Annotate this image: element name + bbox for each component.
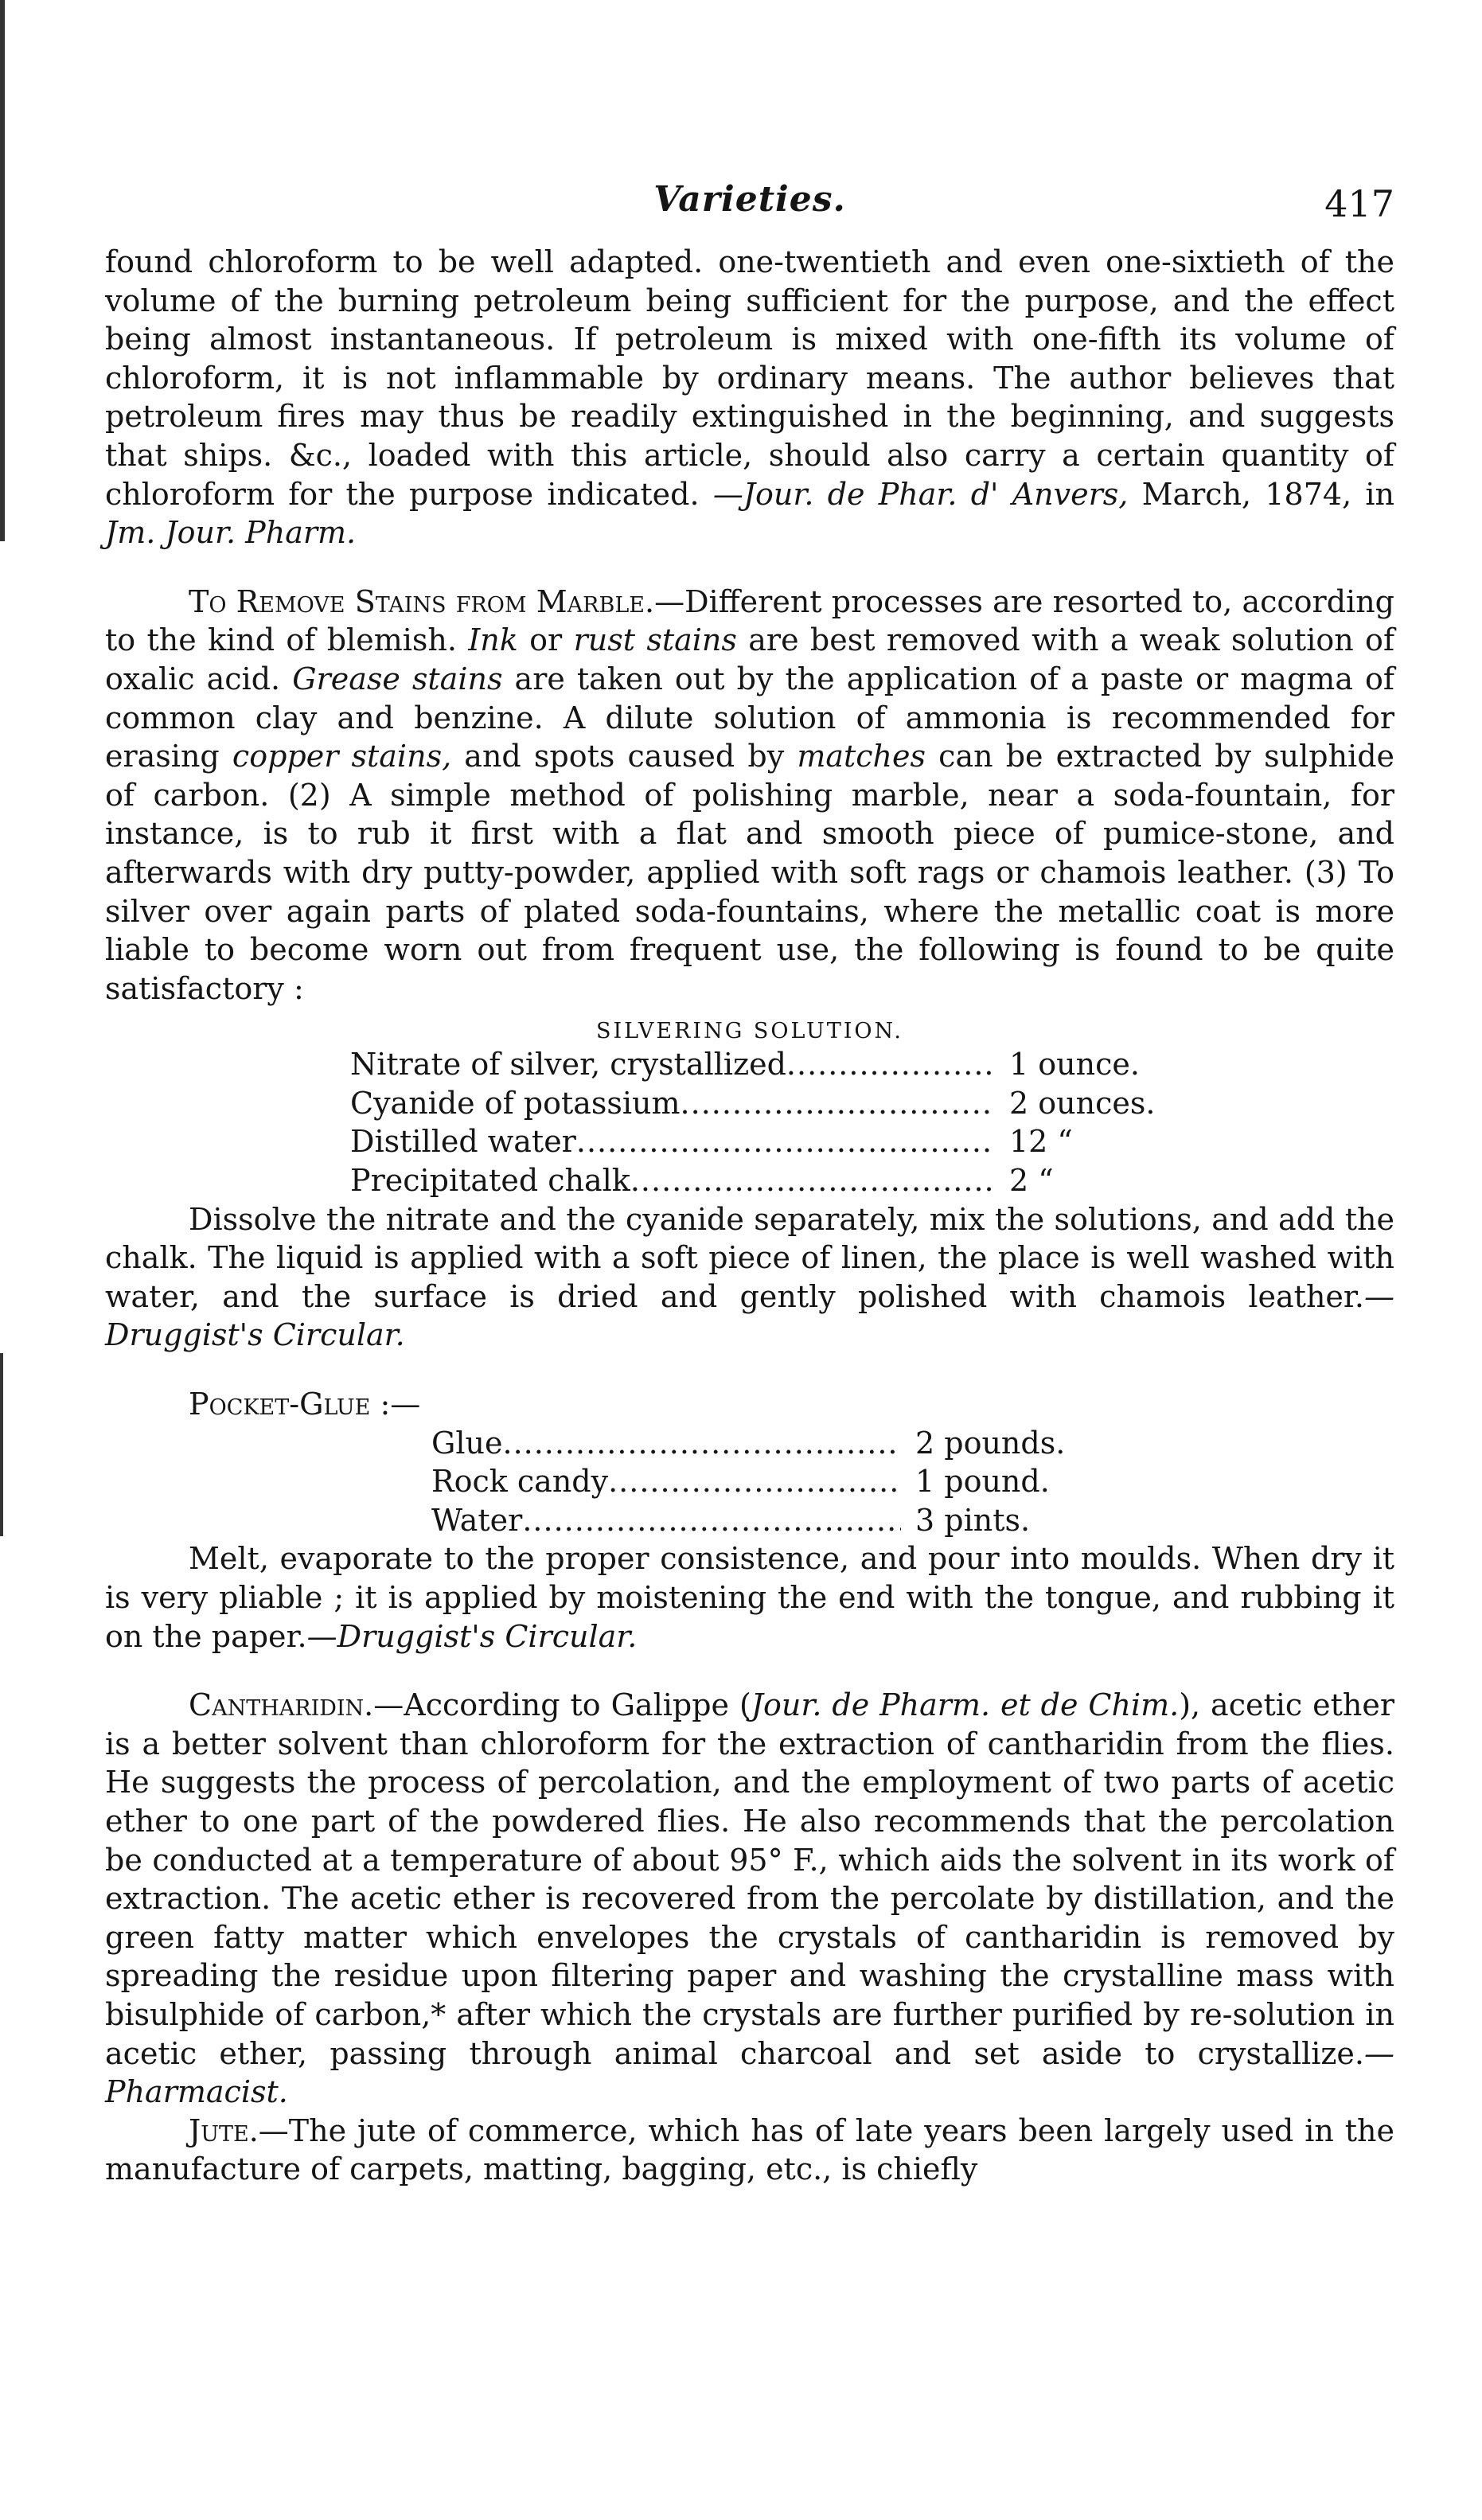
paragraph-glue: Melt, evaporate to the proper consistence, and pour into moulds. When dry it is very pliable ; it is applied by moistening the end with the tongue, and rubbing it on the paper.—Druggist's Circular. [105, 1541, 1394, 1654]
running-title: Varieties. [653, 179, 846, 220]
margin-scan-mark [0, 0, 5, 541]
recipe-amount: 1 pound. [915, 1464, 1050, 1500]
glue-recipe [431, 1424, 1394, 1540]
page [105, 179, 1394, 2189]
running-header [105, 179, 1394, 243]
recipe-item: Nitrate of silver, crystallized ..... [350, 1045, 995, 1084]
recipe-item: Glue ..... [431, 1424, 901, 1463]
page-number: 417 [1324, 182, 1394, 225]
recipe-amount: 2 pounds. [915, 1425, 1066, 1461]
recipe-amount: 2 ounces. [1009, 1085, 1156, 1121]
margin-scan-mark [0, 1353, 3, 1536]
recipe-item: Distilled water ..... [350, 1122, 995, 1161]
paragraph-dissolve: Dissolve the nitrate and the cyanide separately, mix the solutions, and add the chalk. The liquid is applied with a soft piece of linen, the place is well washed with water, and the surface is dried and gently polished with chamois leather.—Druggist's Circular. [105, 1201, 1394, 1353]
recipe-item: Water ..... [431, 1501, 901, 1540]
recipe-amount: 12 “ [1009, 1124, 1073, 1160]
recipe-item: Precipitated chalk ..... [350, 1161, 995, 1200]
section-heading: Jute. [189, 2112, 259, 2148]
recipe-item: Cyanide of potassium ..... [350, 1084, 995, 1123]
paragraph-jute: Jute.—The jute of commerce, which has of late years been largely used in the manufacture of carpets, matting, bagging, etc., is chiefly [105, 2112, 1394, 2187]
section-heading: Cantharidin. [189, 1687, 374, 1723]
recipe-amount: 1 ounce. [1009, 1047, 1140, 1083]
paragraph-cantharidin: Cantharidin.—According to Galippe (Jour. de Pharm. et de Chim.), acetic ether is a better solvent than chloroform for the extraction of cantharidin from the flies. He suggests the process of percolation, and the employment of two parts of acetic ether to one part of the powdered flies. He also recommends that the percolation be conducted at a temperature of about 95° F., which aids the solvent in its work of extraction. The acetic ether is recovered from the percolate by distillation, and the green fatty matter which envelopes the crystals of cantharidin is removed by spreading the residue upon filtering paper and washing the crystalline mass with bisulphide of carbon,* after which the crystals are further purified by re-solution in acetic ether, passing through animal charcoal and set aside to crystallize.—Pharmacist. [105, 1687, 1394, 2110]
recipe-title: SILVERING SOLUTION. [596, 1019, 903, 1044]
recipe-amount: 3 pints. [915, 1502, 1031, 1538]
section-heading: To Remove Stains from Marble. [189, 583, 655, 619]
paragraph-stains: To Remove Stains from Marble.—Different processes are resorted to, according to the kind of blemish. Ink or rust stains are best removed with a weak solution of oxalic acid. Grease stains are taken out by the application of a paste or magma of common clay and benzine. A dilute solution of ammonia is recommended for erasing copper stains, and spots caused by matches can be extracted by sulphide of carbon. (2) A simple method of polishing marble, near a soda-fountain, for instance, is to rub it first with a flat and smooth piece of pumice-stone, and afterwards with dry putty-powder, applied with soft rags or chamois leather. (3) To silver over again parts of plated soda-fountains, where the metallic coat is more liable to become worn out from frequent use, the following is found to be quite satisfactory : [105, 583, 1395, 1006]
silvering-recipe [350, 1045, 1394, 1200]
paragraph-chloroform: found chloroform to be well adapted. one-twentieth and even one-sixtieth of the volume of the burning petroleum being sufficient for the purpose, and the effect being almost instantaneous. If petroleum is mixed with one-fifth its volume of chloroform, it is not inflammable by ordinary means. The author believes that petroleum fires may thus be readily extinguished in the beginning, and suggests that ships. &c., loaded with this article, should also carry a certain quantity of chloroform for the purpose indicated. —Jour. de Phar. d' Anvers, March, 1874, in Jm. Jour. Pharm. [105, 244, 1394, 551]
pocket-glue-heading: Pocket-Glue :— [189, 1387, 421, 1422]
recipe-item: Rock candy ..... [431, 1462, 901, 1501]
recipe-amount: 2 “ [1009, 1163, 1054, 1199]
